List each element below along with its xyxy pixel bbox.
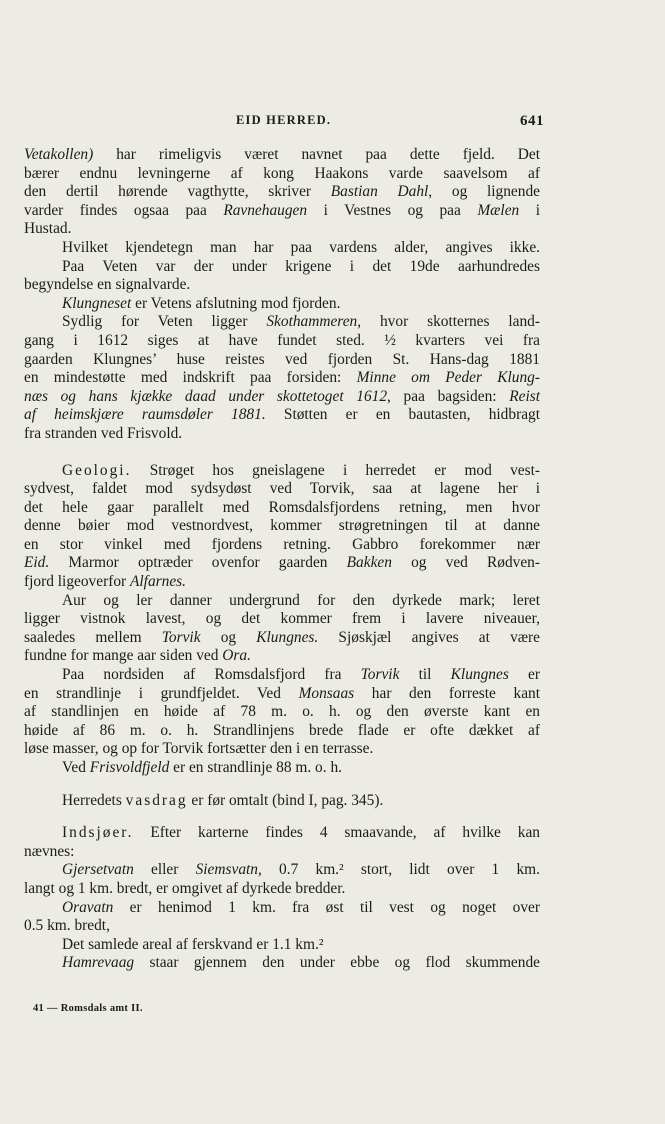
text-line bbox=[24, 351, 540, 370]
text-span: Det samlede areal af ferskvand er 1.1 km.² bbox=[62, 935, 324, 953]
italic-span: næs og hans kjække daad under skottetoget 1612 bbox=[24, 387, 388, 405]
text-line bbox=[24, 722, 540, 741]
text-span: Paa nordsiden af Romsdalsfjord fra bbox=[62, 666, 361, 684]
text-line bbox=[24, 917, 540, 936]
text-span: er Vetens afslutning mod fjorden. bbox=[131, 294, 341, 312]
page-body-text bbox=[24, 146, 540, 973]
text-span: staar gjennem den under ebbe og flod skummende bbox=[134, 954, 540, 972]
text-span: , hvor skotternes land- bbox=[357, 313, 540, 331]
italic-span: Torvik bbox=[360, 666, 400, 684]
text-span: er henimod 1 km. fra øst til vest og noget over bbox=[113, 898, 540, 916]
paragraph-gap bbox=[24, 810, 540, 824]
text-line bbox=[24, 258, 540, 277]
text-span: det hele gaar parallelt med Romsdalsfjordens retning, men hvor bbox=[24, 498, 540, 516]
spaced-heading: vasdrag bbox=[125, 791, 188, 809]
text-span: varder findes ogsaa paa bbox=[24, 201, 224, 219]
running-header bbox=[0, 113, 665, 137]
text-line bbox=[24, 183, 540, 202]
italic-span: Alfarnes. bbox=[129, 573, 186, 591]
text-span: Sydlig for Veten ligger bbox=[62, 313, 267, 331]
text-span: fra stranden ved Frisvold. bbox=[24, 424, 183, 442]
text-span: Marmor optræder ovenfor gaarden bbox=[49, 554, 347, 572]
text-span: fjord ligeoverfor bbox=[24, 573, 130, 591]
text-line bbox=[24, 220, 540, 239]
text-line bbox=[24, 369, 540, 388]
italic-span: Eid. bbox=[24, 554, 50, 572]
text-line bbox=[24, 592, 540, 611]
text-line bbox=[24, 202, 540, 221]
text-line bbox=[24, 610, 540, 629]
text-span: en stor vinkel med fjordens retning. Gabbro forekommer nær bbox=[24, 535, 540, 553]
text-line bbox=[24, 936, 540, 955]
text-line bbox=[24, 880, 540, 899]
text-span: Strøget hos gneislagene i herredet er mod vest- bbox=[131, 461, 540, 479]
text-line bbox=[24, 536, 540, 555]
text-span: en strandlinje i grundfjeldet. Ved bbox=[24, 684, 299, 702]
text-line bbox=[24, 499, 540, 518]
italic-span: Frisvoldfjeld bbox=[89, 759, 170, 776]
italic-span: Gjersetvatn bbox=[62, 861, 134, 879]
text-line bbox=[24, 388, 540, 407]
text-span: denne bøier mod vestnordvest, kommer strøgretningen til at danne bbox=[24, 517, 540, 535]
text-line bbox=[24, 740, 540, 759]
text-line bbox=[24, 685, 540, 704]
text-span: nævnes: bbox=[24, 842, 75, 860]
text-line bbox=[24, 861, 540, 880]
italic-span: Klungnes bbox=[450, 666, 509, 684]
text-span: er bbox=[508, 666, 540, 684]
text-span: Sjøskjæl angives at være bbox=[318, 628, 540, 646]
text-line bbox=[24, 276, 540, 295]
text-span: , og lignende bbox=[428, 183, 540, 201]
text-span: Paa Veten var der under krigene i det 19de aarhundredes bbox=[62, 257, 540, 275]
text-span: , 0.7 km.² stort, lidt over 1 km. bbox=[257, 861, 540, 879]
text-span: , paa bagsiden: bbox=[387, 387, 510, 405]
text-line bbox=[24, 313, 540, 332]
text-span: er før omtalt (bind I, pag. 345). bbox=[187, 791, 384, 809]
text-span: Hustad. bbox=[24, 220, 72, 238]
text-line bbox=[24, 146, 540, 165]
italic-span: Bastian Dahl bbox=[330, 183, 429, 201]
italic-span: Minne om Peder Klung- bbox=[356, 369, 540, 387]
text-span: af standlinjen en høide af 78 m. o. h. og den øverste kant en bbox=[24, 703, 540, 721]
text-line bbox=[24, 792, 540, 811]
text-span: en mindestøtte med indskrift paa forsiden: bbox=[24, 369, 357, 387]
text-span: gang i 1612 siges at have fundet sted. ½ kvarters vei fra bbox=[24, 331, 540, 349]
italic-span: Oravatn bbox=[62, 898, 114, 916]
text-span: langt og 1 km. bredt, er omgivet af dyrkede bredder. bbox=[24, 879, 346, 897]
text-span: høide af 86 m. o. h. Strandlinjens brede flade er ofte dækket af bbox=[24, 721, 540, 739]
text-span: har rimeligvis været navnet paa dette fjeld. Det bbox=[93, 146, 540, 163]
text-span: eller bbox=[133, 861, 196, 879]
text-span: 0.5 km. bredt, bbox=[24, 917, 110, 935]
text-span: sydvest, faldet mod sydsydøst ved Torvik, saa at lagene her i bbox=[24, 480, 540, 498]
paragraph-gap bbox=[24, 444, 540, 462]
text-span: Herredets bbox=[62, 791, 126, 809]
text-line bbox=[24, 554, 540, 573]
text-span: fundne for mange aar siden ved bbox=[24, 647, 223, 665]
text-span: og ved Rødven- bbox=[391, 554, 540, 572]
italic-span: Klungnes. bbox=[256, 628, 319, 646]
text-line bbox=[24, 425, 540, 444]
text-line bbox=[24, 647, 540, 666]
paragraph-gap bbox=[24, 778, 540, 792]
text-line bbox=[24, 573, 540, 592]
text-span: begyndelse en signalvarde. bbox=[24, 276, 191, 294]
text-span: Støtten er en bautasten, hidbragt bbox=[265, 406, 540, 424]
italic-span: Ora. bbox=[222, 647, 251, 665]
text-span: Aur og ler danner undergrund for den dyrkede mark; leret bbox=[62, 591, 540, 609]
text-span: og bbox=[200, 628, 257, 646]
text-span: har den forreste kant bbox=[354, 684, 541, 702]
text-line bbox=[24, 629, 540, 648]
text-span: Hvilket kjendetegn man har paa vardens alder, angives ikke. bbox=[62, 238, 540, 256]
text-line bbox=[24, 517, 540, 536]
text-line bbox=[24, 899, 540, 918]
text-span: gaarden Klungnes’ huse reistes ved fjorden St. Hans-dag 1881 bbox=[24, 350, 540, 368]
text-line bbox=[24, 843, 540, 862]
text-span: saaledes mellem bbox=[24, 628, 162, 646]
italic-span: Torvik bbox=[161, 628, 201, 646]
text-line bbox=[24, 666, 540, 685]
text-span: ligger vistnok lavest, og det kommer frem i lavere niveauer, bbox=[24, 610, 540, 628]
italic-span: Ravnehaugen bbox=[223, 201, 308, 219]
italic-span: Reist bbox=[509, 387, 540, 405]
running-title: EID HERRED. bbox=[236, 113, 332, 127]
italic-span: Bakken bbox=[346, 554, 392, 572]
italic-span: Vetakollen) bbox=[24, 146, 94, 163]
text-line bbox=[24, 954, 540, 973]
text-line bbox=[24, 824, 540, 843]
text-span: den dertil hørende vagthytte, skriver bbox=[24, 183, 331, 201]
text-line bbox=[24, 295, 540, 314]
italic-span: Monsaas bbox=[298, 684, 355, 702]
spaced-heading: Geologi. bbox=[62, 461, 132, 479]
text-span: til bbox=[399, 666, 451, 684]
signature-mark: 41 — Romsdals amt II. bbox=[33, 1003, 143, 1014]
text-span: i bbox=[519, 201, 540, 219]
text-span: Efter karterne findes 4 smaavande, af hvilke kan bbox=[133, 824, 540, 842]
spaced-heading: Indsjøer. bbox=[62, 824, 134, 842]
italic-span: Siemsvatn bbox=[195, 861, 258, 879]
text-line bbox=[24, 332, 540, 351]
italic-span: af heimskjære raumsdøler 1881. bbox=[24, 406, 266, 424]
text-line bbox=[24, 406, 540, 425]
text-span: Ved bbox=[62, 759, 90, 776]
text-line bbox=[24, 703, 540, 722]
text-line bbox=[24, 759, 540, 778]
text-line bbox=[24, 480, 540, 499]
italic-span: Mælen bbox=[477, 201, 520, 219]
text-span: løse masser, og op for Torvik fortsætter den i en terrasse. bbox=[24, 740, 374, 758]
italic-span: Hamrevaag bbox=[62, 954, 135, 972]
text-line bbox=[24, 462, 540, 481]
text-line bbox=[24, 239, 540, 258]
text-span: i Vestnes og paa bbox=[307, 201, 478, 219]
text-line bbox=[24, 165, 540, 184]
page-number: 641 bbox=[520, 113, 544, 129]
italic-span: Klungneset bbox=[62, 294, 132, 312]
text-span: er en strandlinje 88 m. o. h. bbox=[169, 759, 342, 776]
text-span: bærer endnu levningerne af kong Haakons varde saavelsom af bbox=[24, 164, 540, 182]
italic-span: Skothammeren bbox=[266, 313, 358, 331]
